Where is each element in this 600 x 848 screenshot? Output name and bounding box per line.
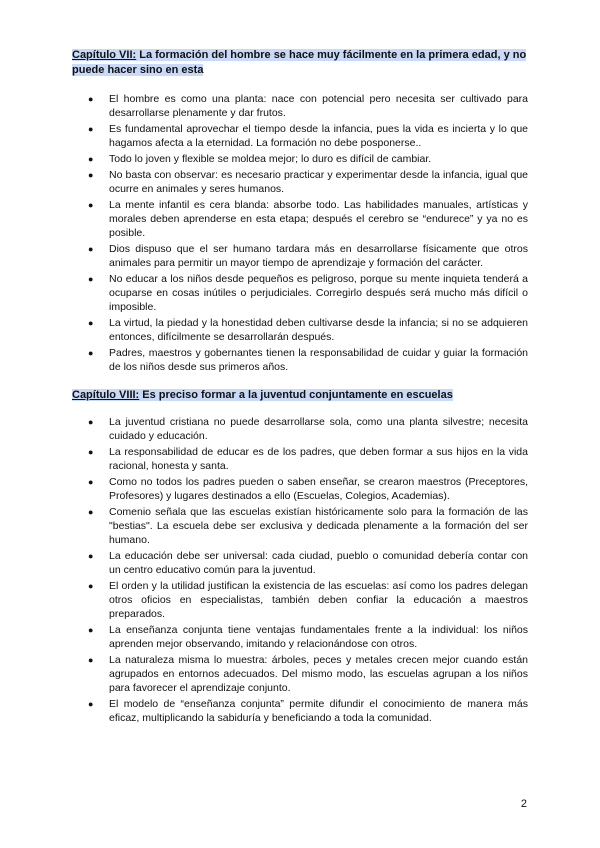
list-item: [72, 579, 528, 621]
chapter-8-title: Es preciso formar a la juventud conjuntamente en escuelas: [139, 389, 453, 401]
list-item: [72, 242, 528, 270]
chapter-7-bullet-list: [72, 92, 528, 374]
list-item: [72, 92, 528, 120]
list-item: [72, 697, 528, 725]
list-item-text: La juventud cristiana no puede desarrollarse sola, como una planta silvestre; necesita cuidado y educación.: [109, 416, 528, 442]
bullet-icon: ●: [88, 124, 94, 134]
bullet-icon: ●: [88, 581, 94, 591]
bullet-icon: ●: [88, 699, 94, 709]
list-item: [72, 505, 528, 547]
list-item: [72, 415, 528, 443]
list-item: [72, 198, 528, 240]
bullet-icon: ●: [88, 417, 94, 427]
list-item-text: El modelo de “enseñanza conjunta” permite difundir el conocimiento de manera más eficaz, multiplicando la sabiduría y beneficiando a toda la comunidad.: [109, 698, 528, 724]
page-number: 2: [520, 798, 527, 810]
list-item: [72, 152, 528, 166]
bullet-icon: ●: [88, 655, 94, 665]
list-item-text: Comenio señala que las escuelas existían históricamente solo para la formación de las "bestias". La escuela debe ser exclusiva y dedicada plenamente a la formación del ser humano.: [109, 506, 528, 546]
list-item: [72, 653, 528, 695]
list-item: [72, 122, 528, 150]
chapter-7-heading: [72, 48, 528, 78]
list-item: [72, 475, 528, 503]
list-item-text: El hombre es como una planta: nace con potencial pero necesita ser cultivado para desarrollarse plenamente y dar frutos.: [109, 93, 528, 119]
list-item: [72, 272, 528, 314]
chapter-7-label: Capítulo VII:: [72, 49, 137, 61]
bullet-icon: ●: [88, 447, 94, 457]
chapter-8-bullet-list: [72, 415, 528, 725]
list-item-text: Todo lo joven y flexible se moldea mejor; lo duro es difícil de cambiar.: [109, 153, 432, 165]
chapter-8-label: Capítulo VIII:: [72, 389, 140, 401]
bullet-icon: ●: [88, 551, 94, 561]
bullet-icon: ●: [88, 625, 94, 635]
list-item: [72, 168, 528, 196]
chapter-7-title: La formación del hombre se hace muy fácilmente en la primera edad, y no puede hacer sino en esta: [72, 49, 527, 76]
list-item-text: La mente infantil es cera blanda: absorbe todo. Las habilidades manuales, artísticas y morales deben aprenderse en esta etapa; después el cerebro se “endurece” y ya no es posible.: [109, 199, 528, 239]
bullet-icon: ●: [88, 94, 94, 104]
bullet-icon: ●: [88, 477, 94, 487]
bullet-icon: ●: [88, 348, 94, 358]
list-item-text: El orden y la utilidad justifican la existencia de las escuelas: así como los padres delegan otros oficios en especialistas, también deben confiar la educación a maestros preparados.: [109, 580, 528, 620]
list-item-text: La responsabilidad de educar es de los padres, que deben formar a sus hijos en la vida racional, honesta y santa.: [109, 446, 528, 472]
list-item-text: La naturaleza misma lo muestra: árboles, peces y metales crecen mejor cuando están agrupados en entornos adecuados. Del mismo modo, las escuelas agrupan a los niños para favorecer el aprendizaje conjunto.: [109, 654, 528, 694]
bullet-icon: ●: [88, 318, 94, 328]
bullet-icon: ●: [88, 154, 94, 164]
list-item-text: La enseñanza conjunta tiene ventajas fundamentales frente a la individual: los niños aprenden mejor observando, imitando y relacionándose con otros.: [109, 624, 528, 650]
list-item-text: Dios dispuso que el ser humano tardara más en desarrollarse físicamente que otros animales para permitir un mayor tiempo de aprendizaje y formación del carácter.: [109, 243, 528, 269]
bullet-icon: ●: [88, 507, 94, 517]
list-item-text: La educación debe ser universal: cada ciudad, pueblo o comunidad debería contar con un centro educativo común para la juventud.: [109, 550, 528, 576]
bullet-icon: ●: [88, 200, 94, 210]
list-item: [72, 623, 528, 651]
list-item-text: No basta con observar: es necesario practicar y experimentar desde la infancia, igual que ocurre en animales y seres humanos.: [109, 169, 528, 195]
list-item: [72, 445, 528, 473]
list-item-text: Es fundamental aprovechar el tiempo desde la infancia, pues la vida es incierta y lo que hagamos afecta a la eternidad. La formación no debe posponerse..: [109, 123, 528, 149]
list-item: [72, 549, 528, 577]
bullet-icon: ●: [88, 244, 94, 254]
document-page: [72, 48, 528, 727]
list-item-text: La virtud, la piedad y la honestidad deben cultivarse desde la infancia; si no se adquieren entonces, difícilmente se desarrollarán después.: [109, 317, 528, 343]
list-item-text: Como no todos los padres pueden o saben enseñar, se crearon maestros (Preceptores, Profesores) y lugares destinados a ello (Escuelas, Colegios, Academias).: [109, 476, 528, 502]
bullet-icon: ●: [88, 274, 94, 284]
chapter-8-heading: [72, 388, 528, 403]
list-item-text: Padres, maestros y gobernantes tienen la responsabilidad de cuidar y guiar la formación de los niños desde sus primeros años.: [109, 347, 528, 373]
list-item: [72, 346, 528, 374]
list-item-text: No educar a los niños desde pequeños es peligroso, porque su mente inquieta tenderá a ocuparse en cosas inútiles o perjudiciales. Corregirlo después será mucho más difícil o imposible.: [109, 273, 528, 313]
bullet-icon: ●: [88, 170, 94, 180]
list-item: [72, 316, 528, 344]
